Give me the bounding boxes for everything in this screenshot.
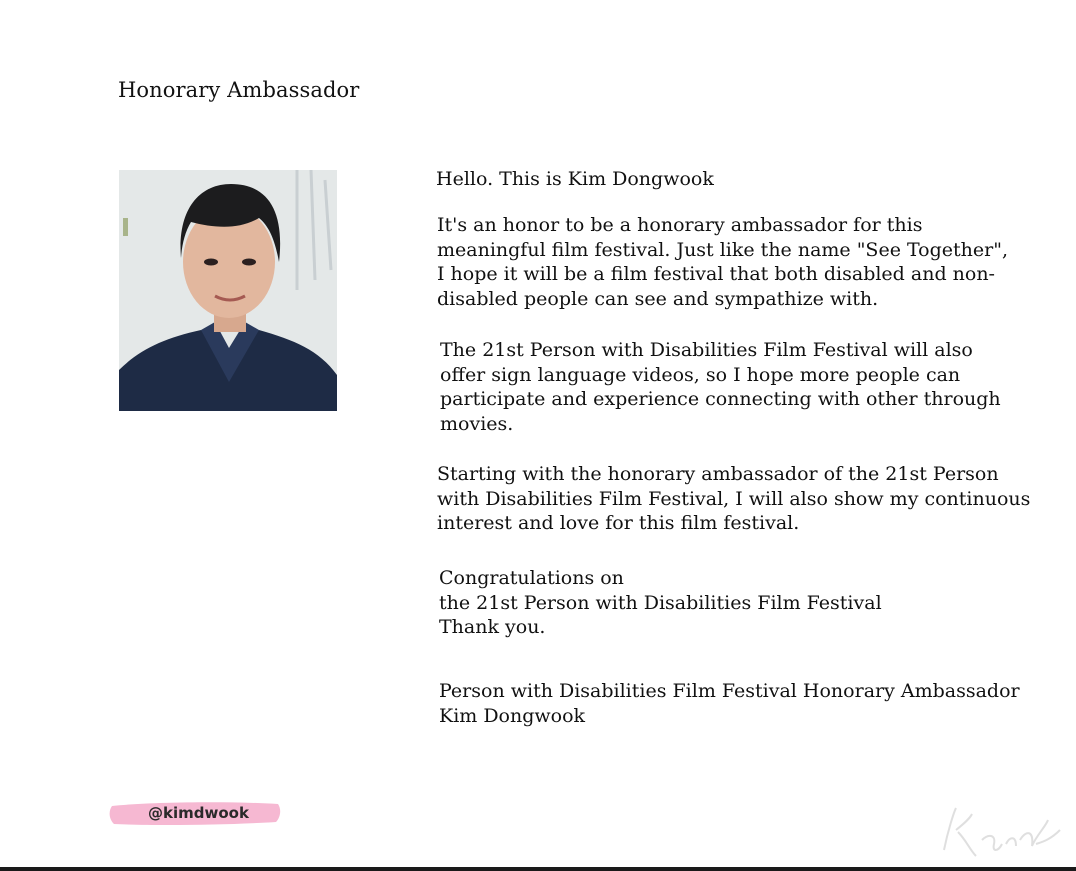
portrait-photo [119,170,337,411]
letter-closing: Congratulations on the 21st Person with Disabilities Film Festival Thank you. [439,567,882,638]
portrait-icon [119,170,337,411]
signature-watermark-icon [936,800,1066,866]
letter-signature: Person with Disabilities Film Festival Honorary Ambassador Kim Dongwook [439,680,1020,727]
letter-paragraph-2: The 21st Person with Disabilities Film Festival will also offer sign language videos, so I hope more people can participate and experience connecting with other through movies. [440,339,1001,435]
social-handle-text: @kimdwook [148,804,249,822]
social-handle [108,800,282,826]
page-title: Honorary Ambassador [118,78,360,102]
bottom-divider [0,867,1076,871]
letter-greeting: Hello. This is Kim Dongwook [436,168,714,190]
letter-paragraph-1: It's an honor to be a honorary ambassador for this meaningful film festival. Just like the name "See Together", I hope it will be a film festival that both disabled and non- disabled people can see and sympathize with. [437,214,1009,310]
letter-paragraph-3: Starting with the honorary ambassador of the 21st Person with Disabilities Film Festival, I will also show my continuous interest and love for this film festival. [437,463,1031,534]
